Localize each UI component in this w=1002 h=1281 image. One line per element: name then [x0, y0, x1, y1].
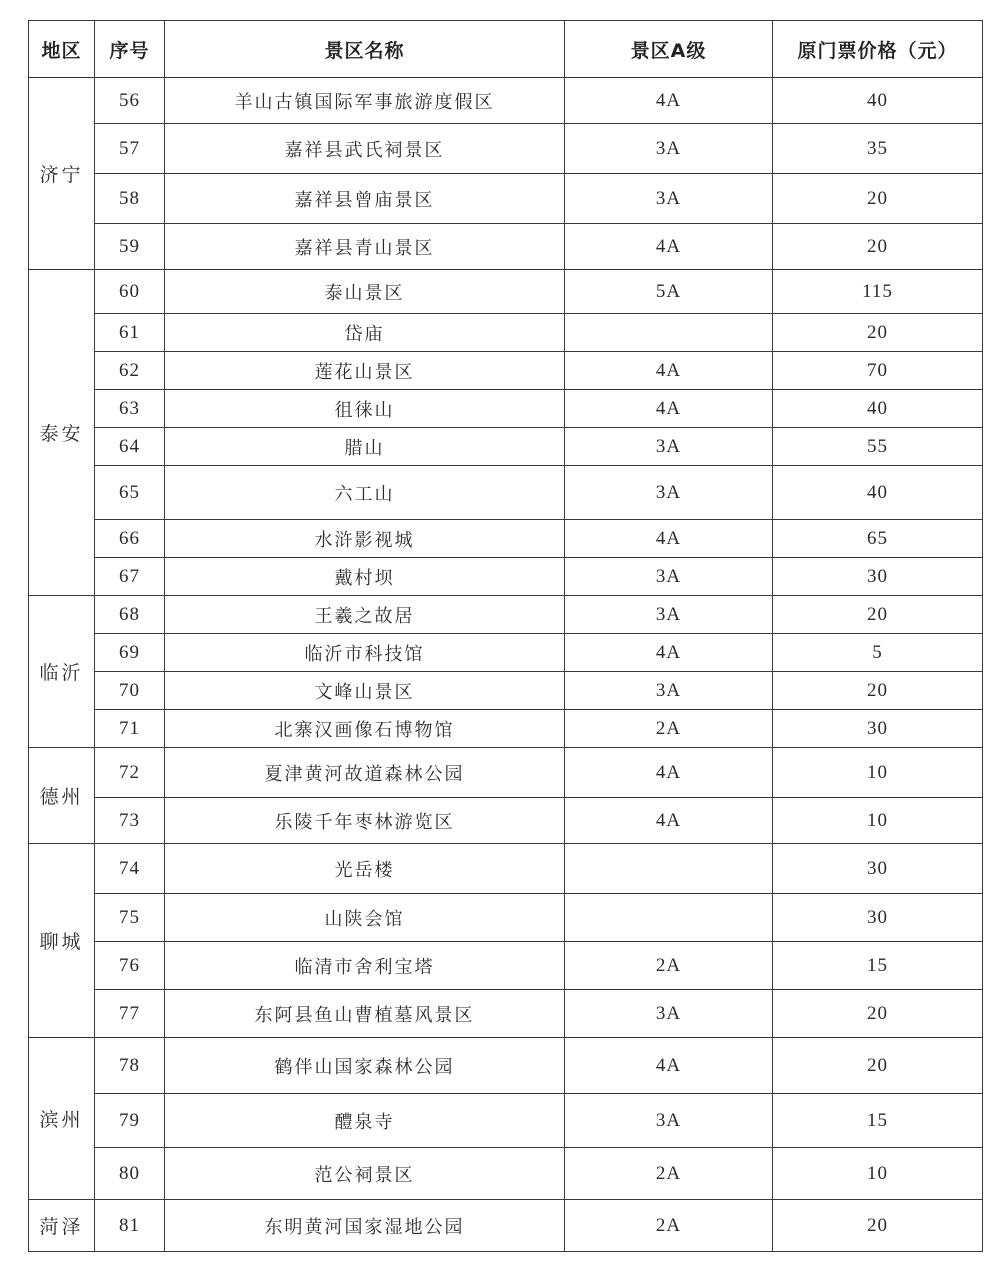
price-cell: 30 [773, 710, 983, 748]
name-cell: 羊山古镇国际军事旅游度假区 [165, 78, 565, 124]
table-row [29, 798, 983, 844]
level-cell: 4A [565, 634, 773, 672]
index-cell: 61 [95, 314, 165, 352]
price-cell: 15 [773, 1094, 983, 1148]
table-row [29, 894, 983, 942]
level-cell: 4A [565, 1038, 773, 1094]
name-cell: 嘉祥县曾庙景区 [165, 174, 565, 224]
price-cell: 20 [773, 990, 983, 1038]
name-cell: 醴泉寺 [165, 1094, 565, 1148]
level-cell: 2A [565, 1148, 773, 1200]
level-cell: 3A [565, 672, 773, 710]
level-cell: 3A [565, 990, 773, 1038]
table-row [29, 78, 983, 124]
name-cell: 腊山 [165, 428, 565, 466]
table-row [29, 466, 983, 520]
name-cell: 莲花山景区 [165, 352, 565, 390]
level-cell: 2A [565, 710, 773, 748]
name-cell: 临沂市科技馆 [165, 634, 565, 672]
index-cell: 80 [95, 1148, 165, 1200]
level-cell: 4A [565, 352, 773, 390]
table-row [29, 748, 983, 798]
price-cell: 20 [773, 1038, 983, 1094]
table-row [29, 710, 983, 748]
name-cell: 北寨汉画像石博物馆 [165, 710, 565, 748]
table-row [29, 352, 983, 390]
price-cell: 30 [773, 844, 983, 894]
level-cell: 3A [565, 596, 773, 634]
index-cell: 79 [95, 1094, 165, 1148]
region-cell: 德州 [29, 748, 95, 844]
level-cell: 4A [565, 390, 773, 428]
name-cell: 嘉祥县武氏祠景区 [165, 124, 565, 174]
index-cell: 74 [95, 844, 165, 894]
index-cell: 75 [95, 894, 165, 942]
level-cell [565, 844, 773, 894]
name-cell: 泰山景区 [165, 270, 565, 314]
price-cell: 65 [773, 520, 983, 558]
price-cell: 15 [773, 942, 983, 990]
header-region: 地区 [29, 21, 95, 78]
index-cell: 59 [95, 224, 165, 270]
region-cell: 济宁 [29, 78, 95, 270]
level-cell: 5A [565, 270, 773, 314]
table-row [29, 1094, 983, 1148]
scenic-spot-price-table [28, 20, 983, 1252]
header-level: 景区A级 [565, 21, 773, 78]
name-cell: 嘉祥县青山景区 [165, 224, 565, 270]
table-row [29, 224, 983, 270]
level-cell: 3A [565, 1094, 773, 1148]
level-cell: 3A [565, 174, 773, 224]
price-cell: 20 [773, 174, 983, 224]
header-name: 景区名称 [165, 21, 565, 78]
name-cell: 夏津黄河故道森林公园 [165, 748, 565, 798]
level-cell: 2A [565, 1200, 773, 1252]
price-cell: 115 [773, 270, 983, 314]
name-cell: 王羲之故居 [165, 596, 565, 634]
price-cell: 40 [773, 78, 983, 124]
index-cell: 58 [95, 174, 165, 224]
index-cell: 62 [95, 352, 165, 390]
name-cell: 文峰山景区 [165, 672, 565, 710]
price-cell: 35 [773, 124, 983, 174]
name-cell: 戴村坝 [165, 558, 565, 596]
index-cell: 67 [95, 558, 165, 596]
region-cell: 聊城 [29, 844, 95, 1038]
index-cell: 71 [95, 710, 165, 748]
index-cell: 78 [95, 1038, 165, 1094]
price-cell: 55 [773, 428, 983, 466]
table-row [29, 314, 983, 352]
price-cell: 40 [773, 390, 983, 428]
table-row [29, 942, 983, 990]
table-row [29, 558, 983, 596]
level-cell: 4A [565, 748, 773, 798]
price-cell: 20 [773, 314, 983, 352]
table-row [29, 390, 983, 428]
name-cell: 临清市舍利宝塔 [165, 942, 565, 990]
table-row [29, 990, 983, 1038]
index-cell: 81 [95, 1200, 165, 1252]
name-cell: 岱庙 [165, 314, 565, 352]
level-cell: 4A [565, 520, 773, 558]
name-cell: 光岳楼 [165, 844, 565, 894]
index-cell: 56 [95, 78, 165, 124]
name-cell: 六工山 [165, 466, 565, 520]
price-cell: 20 [773, 224, 983, 270]
price-cell: 70 [773, 352, 983, 390]
table-row [29, 1200, 983, 1252]
document-page [28, 20, 982, 1252]
level-cell: 3A [565, 466, 773, 520]
index-cell: 73 [95, 798, 165, 844]
price-cell: 20 [773, 1200, 983, 1252]
table-row [29, 596, 983, 634]
table-row [29, 124, 983, 174]
header-price: 原门票价格（元） [773, 21, 983, 78]
index-cell: 57 [95, 124, 165, 174]
name-cell: 乐陵千年枣林游览区 [165, 798, 565, 844]
index-cell: 69 [95, 634, 165, 672]
name-cell: 范公祠景区 [165, 1148, 565, 1200]
price-cell: 10 [773, 748, 983, 798]
index-cell: 65 [95, 466, 165, 520]
level-cell: 4A [565, 78, 773, 124]
price-cell: 30 [773, 558, 983, 596]
level-cell: 2A [565, 942, 773, 990]
index-cell: 60 [95, 270, 165, 314]
price-cell: 10 [773, 1148, 983, 1200]
index-cell: 63 [95, 390, 165, 428]
price-cell: 30 [773, 894, 983, 942]
region-cell: 临沂 [29, 596, 95, 748]
table-row [29, 672, 983, 710]
price-cell: 20 [773, 596, 983, 634]
region-cell: 菏泽 [29, 1200, 95, 1252]
region-cell: 滨州 [29, 1038, 95, 1200]
table-row [29, 1148, 983, 1200]
name-cell: 东阿县鱼山曹植墓风景区 [165, 990, 565, 1038]
region-cell: 泰安 [29, 270, 95, 596]
name-cell: 山陕会馆 [165, 894, 565, 942]
header-row [29, 21, 983, 78]
level-cell: 3A [565, 428, 773, 466]
table-row [29, 520, 983, 558]
table-row [29, 634, 983, 672]
index-cell: 76 [95, 942, 165, 990]
table-row [29, 174, 983, 224]
price-cell: 5 [773, 634, 983, 672]
level-cell [565, 894, 773, 942]
name-cell: 水浒影视城 [165, 520, 565, 558]
index-cell: 68 [95, 596, 165, 634]
header-index: 序号 [95, 21, 165, 78]
name-cell: 东明黄河国家湿地公园 [165, 1200, 565, 1252]
index-cell: 64 [95, 428, 165, 466]
price-cell: 20 [773, 672, 983, 710]
table-row [29, 844, 983, 894]
table-row [29, 270, 983, 314]
table-row [29, 428, 983, 466]
table-row [29, 1038, 983, 1094]
level-cell [565, 314, 773, 352]
index-cell: 72 [95, 748, 165, 798]
name-cell: 鹤伴山国家森林公园 [165, 1038, 565, 1094]
table-body [29, 78, 983, 1252]
price-cell: 10 [773, 798, 983, 844]
index-cell: 77 [95, 990, 165, 1038]
name-cell: 徂徕山 [165, 390, 565, 428]
level-cell: 4A [565, 798, 773, 844]
price-cell: 40 [773, 466, 983, 520]
index-cell: 66 [95, 520, 165, 558]
level-cell: 3A [565, 124, 773, 174]
level-cell: 3A [565, 558, 773, 596]
level-cell: 4A [565, 224, 773, 270]
index-cell: 70 [95, 672, 165, 710]
